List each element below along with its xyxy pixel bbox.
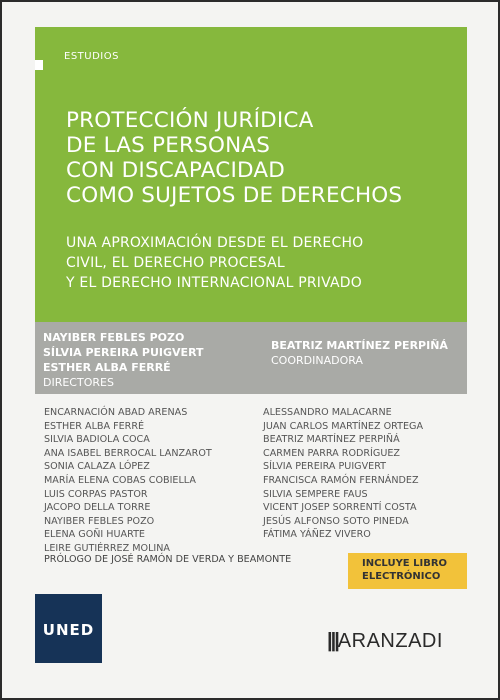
- series-label: ESTUDIOS: [64, 51, 119, 62]
- prologue-credit: PRÓLOGO DE JOSÉ RAMÓN DE VERDA Y BEAMONTE: [44, 554, 292, 565]
- editors-panel: [35, 322, 467, 394]
- directors-role: DIRECTORES: [43, 376, 114, 389]
- author-name: SILVIA SEMPERE FAUS: [263, 488, 368, 500]
- directors-block: [43, 330, 204, 390]
- author-name: JESÚS ALFONSO SOTO PINEDA: [263, 515, 409, 527]
- book-title: [66, 108, 402, 208]
- book-subtitle: [66, 233, 363, 293]
- subtitle-line: Y EL DERECHO INTERNACIONAL PRIVADO: [66, 275, 362, 291]
- author-name: ALESSANDRO MALACARNE: [263, 407, 392, 418]
- uned-logo: [35, 594, 102, 663]
- coordinator-block: [271, 338, 448, 368]
- title-line: DE LAS PERSONAS: [66, 133, 271, 158]
- authors-list-left: [44, 406, 212, 556]
- author-name: FÁTIMA YÁÑEZ VIVERO: [263, 529, 371, 541]
- author-name: FRANCISCA RAMÓN FERNÁNDEZ: [263, 474, 419, 486]
- publisher-name: ARANZADI: [337, 630, 443, 652]
- author-name: ELENA GOÑI HUARTE: [44, 529, 145, 541]
- title-line: CON DISCAPACIDAD: [66, 158, 286, 183]
- badge-line: ELECTRÓNICO: [362, 571, 441, 582]
- title-line: PROTECCIÓN JURÍDICA: [66, 108, 314, 133]
- subtitle-line: UNA APROXIMACIÓN DESDE EL DERECHO: [66, 235, 364, 251]
- author-name: SONIA CALAZA LÓPEZ: [44, 461, 150, 473]
- author-name: BEATRIZ MARTÍNEZ PERPIÑÁ: [263, 434, 400, 446]
- director-name: SÍLVIA PEREIRA PUIGVERT: [43, 346, 204, 359]
- author-name: ESTHER ALBA FERRÉ: [44, 420, 145, 432]
- author-name: CARMEN PARRA RODRÍGUEZ: [263, 447, 400, 459]
- author-name: SILVIA BADIOLA COCA: [44, 434, 150, 446]
- coordinator-role: COORDINADORA: [271, 354, 363, 367]
- publisher-mark-icon: |||: [327, 630, 338, 652]
- title-line: COMO SUJETOS DE DERECHOS: [66, 183, 403, 208]
- author-name: VICENT JOSEP SORRENTÍ COSTA: [263, 502, 417, 514]
- author-name: NAYIBER FEBLES POZO: [44, 515, 155, 527]
- publisher-logo: [327, 630, 443, 653]
- author-name: SÍLVIA PEREIRA PUIGVERT: [263, 461, 387, 473]
- author-name: LUIS CORPAS PASTOR: [44, 488, 148, 500]
- author-name: MARÍA ELENA COBAS COBIELLA: [44, 474, 196, 486]
- title-panel: [35, 27, 467, 322]
- ebook-badge: [348, 553, 467, 589]
- authors-list-right: [263, 406, 423, 542]
- author-name: ANA ISABEL BERROCAL LANZAROT: [44, 447, 212, 459]
- uned-logo-text: UNED: [42, 621, 95, 639]
- author-name: ENCARNACIÓN ABAD ARENAS: [44, 407, 188, 418]
- series-tab-mark: [35, 60, 43, 70]
- subtitle-line: CIVIL, EL DERECHO PROCESAL: [66, 255, 285, 271]
- author-name: LEIRE GUTIÉRREZ MOLINA: [44, 542, 170, 554]
- coordinator-name: BEATRIZ MARTÍNEZ PERPIÑÁ: [271, 339, 448, 352]
- author-name: JUAN CARLOS MARTÍNEZ ORTEGA: [263, 420, 424, 432]
- director-name: ESTHER ALBA FERRÉ: [43, 361, 171, 374]
- author-name: JACOPO DELLA TORRE: [44, 502, 151, 514]
- badge-line: INCLUYE LIBRO: [362, 558, 448, 569]
- director-name: NAYIBER FEBLES POZO: [43, 331, 185, 344]
